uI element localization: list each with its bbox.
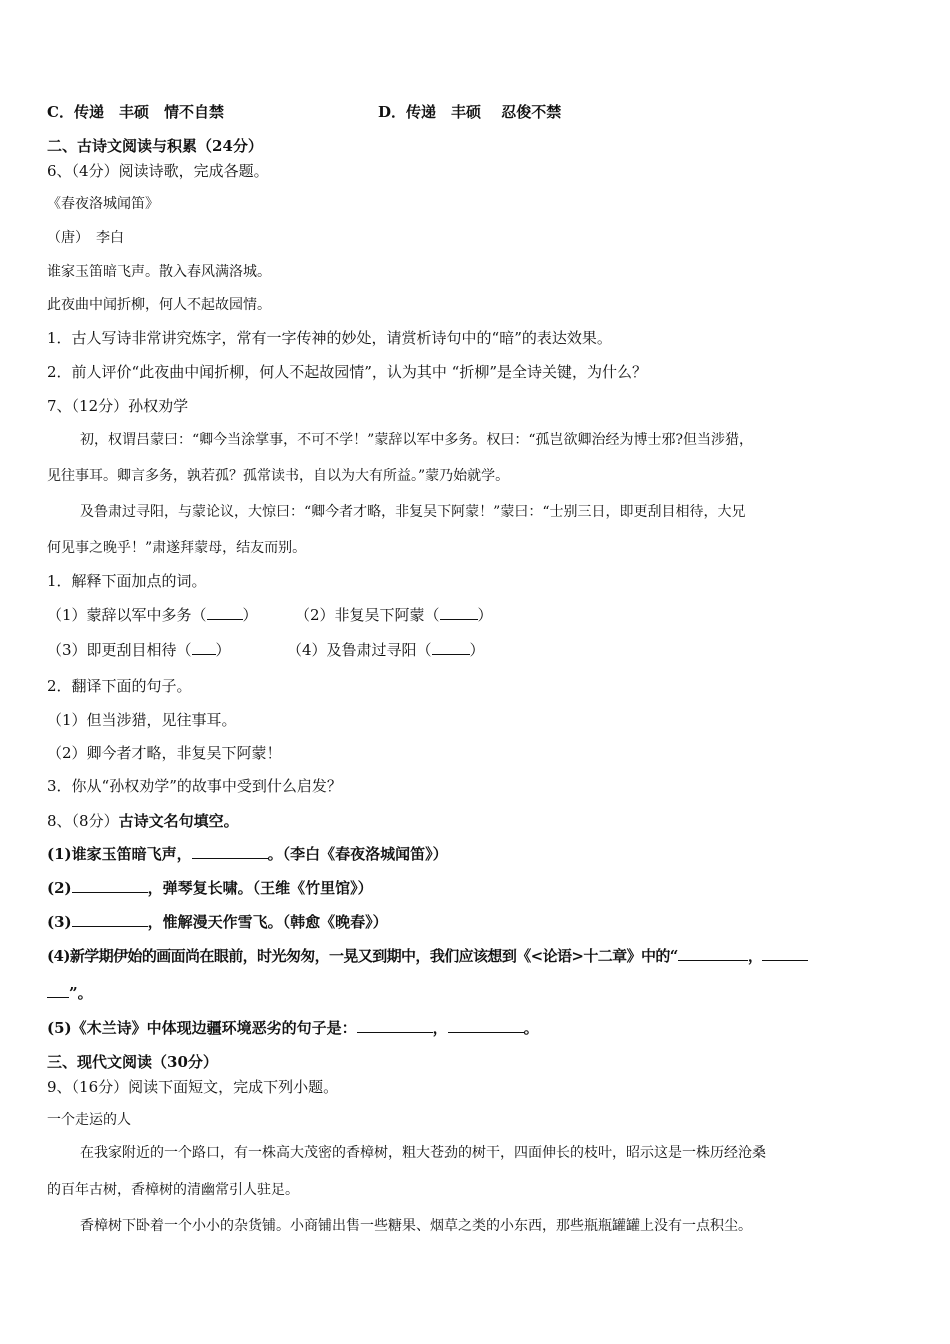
q7-passage-line: 何见事之晚乎！”肃遂拜蒙母，结友而别。 [47, 540, 307, 556]
q7-sub2: 2．翻译下面的句子。 [47, 677, 192, 695]
answer-blank[interactable] [448, 1018, 524, 1033]
answer-blank[interactable] [762, 946, 808, 961]
q7-word-1-close: ） [242, 606, 258, 624]
article-paragraph-line: 香樟树下卧着一个小小的杂货铺。小商铺出售一些糖果、烟草之类的小东西，那些瓶瓶罐罐上没有一点积尘。 [80, 1218, 752, 1234]
q8-fill-5-b: ， [432, 1019, 448, 1037]
q7-passage-line: 初，权谓吕蒙曰：“卿今当涂掌事，不可不学！”蒙辞以军中多务。权曰：“孤岂欲卿治经为博士邪?但当涉猎， [80, 432, 753, 448]
q7-sub3: 3．你从“孙权劝学”的故事中受到什么启发？ [47, 777, 342, 795]
q8-fill-5-a: (5)《木兰诗》中体现边疆环境恶劣的句子是： [47, 1019, 357, 1037]
q8-stem-text: 古诗文名句填空。 [118, 812, 239, 830]
q8-fill-4 [47, 946, 808, 966]
q7-translate-1: （1）但当涉猎，见往事耳。 [47, 711, 237, 729]
answer-blank[interactable] [72, 878, 148, 893]
answer-blank[interactable] [440, 605, 478, 620]
answer-blank[interactable] [678, 946, 748, 961]
q9-stem: 9、（16分）阅读下面短文，完成下列小题。 [47, 1078, 339, 1096]
q7-word-2-text: （2）非复吴下阿蒙（ [295, 606, 440, 624]
poem-line-2: 此夜曲中闻折柳，何人不起故园情。 [47, 297, 271, 313]
q8-fill-2 [47, 878, 373, 898]
q7-translate-2: （2）卿今者才略，非复吴下阿蒙！ [47, 744, 282, 762]
q7-word-4 [287, 640, 485, 660]
q8-fill-1-b: 。（李白《春夜洛城闻笛》） [267, 845, 448, 863]
section3-title: 三、现代文阅读（30分） [47, 1053, 218, 1071]
q7-word-3-text: （3）即更刮目相待（ [47, 641, 192, 659]
q8-fill-5-c: 。 [523, 1019, 539, 1037]
q8-stem [47, 811, 239, 831]
q6-sub1: 1．古人写诗非常讲究炼字，常有一字传神的妙处，请赏析诗句中的“暗”的表达效果。 [47, 329, 612, 347]
poem-title: 《春夜洛城闻笛》 [47, 196, 159, 212]
q8-fill-4-b: ， [747, 947, 763, 965]
article-title: 一个走运的人 [47, 1112, 131, 1128]
answer-blank[interactable] [192, 844, 268, 859]
q7-word-2-close: ） [477, 606, 493, 624]
q7-word-1-text: （1）蒙辞以军中多务（ [47, 606, 207, 624]
q6-stem: 6、（4分）阅读诗歌，完成各题。 [47, 162, 269, 180]
option-d: D．传递 丰硕 忍俊不禁 [378, 103, 562, 121]
q8-fill-5 [47, 1018, 539, 1038]
q8-fill-3 [47, 912, 388, 932]
section2-title: 二、古诗文阅读与积累（24分） [47, 137, 263, 155]
q8-fill-1-a: (1)谁家玉笛暗飞声， [47, 845, 192, 863]
q8-fill-1 [47, 844, 448, 864]
q7-word-1 [47, 605, 258, 625]
answer-blank[interactable] [432, 640, 470, 655]
article-paragraph-line: 在我家附近的一个路口，有一株高大茂密的香樟树，粗大苍劲的树干，四面伸长的枝叶，昭示这是一株历经沧桑 [80, 1145, 766, 1161]
q8-fill-4-c: ”。 [69, 984, 93, 1002]
q7-word-3 [47, 640, 231, 660]
q7-word-4-text: （4）及鲁肃过寻阳（ [287, 641, 432, 659]
option-c: C．传递 丰硕 情不自禁 [47, 103, 224, 121]
answer-blank[interactable] [72, 912, 148, 927]
q8-fill-4-cont [47, 983, 93, 1003]
q8-fill-2-a: (2) [47, 879, 72, 897]
q7-stem: 7、（12分）孙权劝学 [47, 397, 189, 415]
q7-word-2 [295, 605, 493, 625]
q6-sub2: 2．前人评价“此夜曲中闻折柳，何人不起故园情”，认为其中 “折柳”是全诗关键，为什么？ [47, 363, 647, 381]
poem-author: （唐） 李白 [47, 230, 124, 246]
q7-passage-line: 见往事耳。卿言多务，孰若孤？孤常读书，自以为大有所益。”蒙乃始就学。 [47, 468, 510, 484]
q8-stem-number: 8、（8分） [47, 812, 119, 830]
poem-line-1: 谁家玉笛暗飞声。散入春风满洛城。 [47, 264, 271, 280]
q7-sub1: 1．解释下面加点的词。 [47, 572, 207, 590]
answer-blank[interactable] [47, 983, 69, 998]
q8-fill-4-a: (4)新学期伊始的画面尚在眼前，时光匆匆，一晃又到期中，我们应该想到《<论语>十二章》中的“ [47, 947, 678, 965]
q7-word-3-close: ） [215, 641, 231, 659]
q8-fill-3-b: ，惟解漫天作雪飞。（韩愈《晚春》） [147, 913, 388, 931]
answer-blank[interactable] [357, 1018, 433, 1033]
article-paragraph-line: 的百年古树，香樟树的清幽常引人驻足。 [47, 1182, 299, 1198]
q8-fill-2-b: ，弹琴复长啸。（王维《竹里馆》） [147, 879, 373, 897]
q8-fill-3-a: (3) [47, 913, 72, 931]
q7-passage-line: 及鲁肃过寻阳，与蒙论议，大惊曰：“卿今者才略，非复吴下阿蒙！”蒙曰：“士别三日，即更刮目相待，大兄 [80, 504, 746, 520]
answer-blank[interactable] [192, 640, 216, 655]
answer-blank[interactable] [207, 605, 243, 620]
q7-word-4-close: ） [469, 641, 485, 659]
